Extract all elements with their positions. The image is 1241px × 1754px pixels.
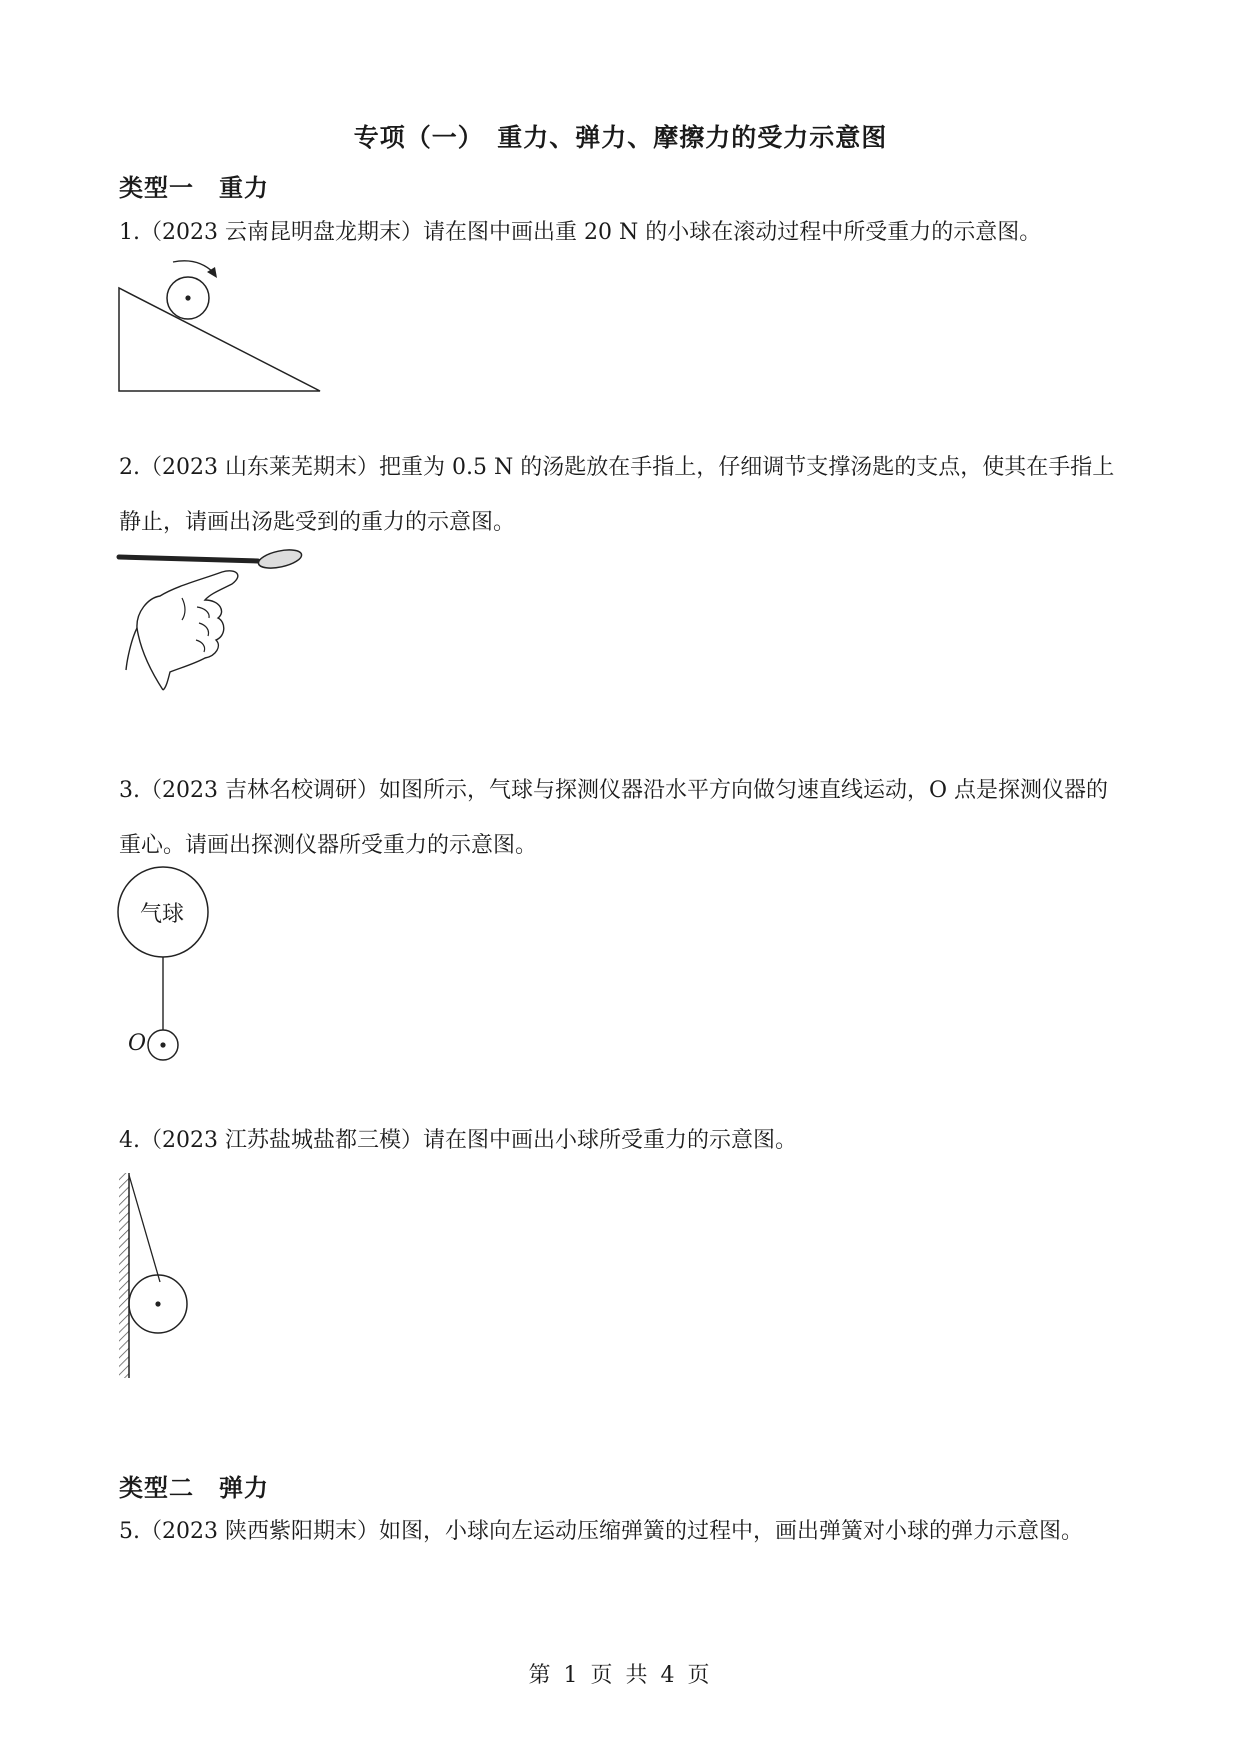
balloon-label: 气球 [140, 902, 185, 927]
question-3-text: 3.（2023 吉林名校调研）如图所示，气球与探测仪器沿水平方向做匀速直线运动，O 点是探测仪器的重心。请画出探测仪器所受重力的示意图。 [119, 778, 1109, 858]
question-5-text: 5.（2023 陕西紫阳期末）如图，小球向左运动压缩弹簧的过程中，画出弹簧对小球的弹力示意图。 [119, 1519, 1083, 1544]
page-title: 专项（一） 重力、弹力、摩擦力的受力示意图 [353, 123, 888, 152]
page-footer: 第 1 页 共 4 页 [528, 1663, 713, 1688]
section-heading-elastic: 类型二 弹力 [119, 1474, 269, 1502]
point-o-label: O [128, 1031, 147, 1056]
section-heading-gravity: 类型一 重力 [119, 174, 269, 202]
question-4-text: 4.（2023 江苏盐城盐都三模）请在图中画出小球所受重力的示意图。 [119, 1128, 797, 1153]
question-1-text: 1.（2023 云南昆明盘龙期末）请在图中画出重 20 N 的小球在滚动过程中所受重力的示意图。 [119, 220, 1042, 245]
question-2-text: 2.（2023 山东莱芜期末）把重为 0.5 N 的汤匙放在手指上，仔细调节支撑汤匙的支点，使其在手指上静止，请画出汤匙受到的重力的示意图。 [119, 455, 1115, 535]
